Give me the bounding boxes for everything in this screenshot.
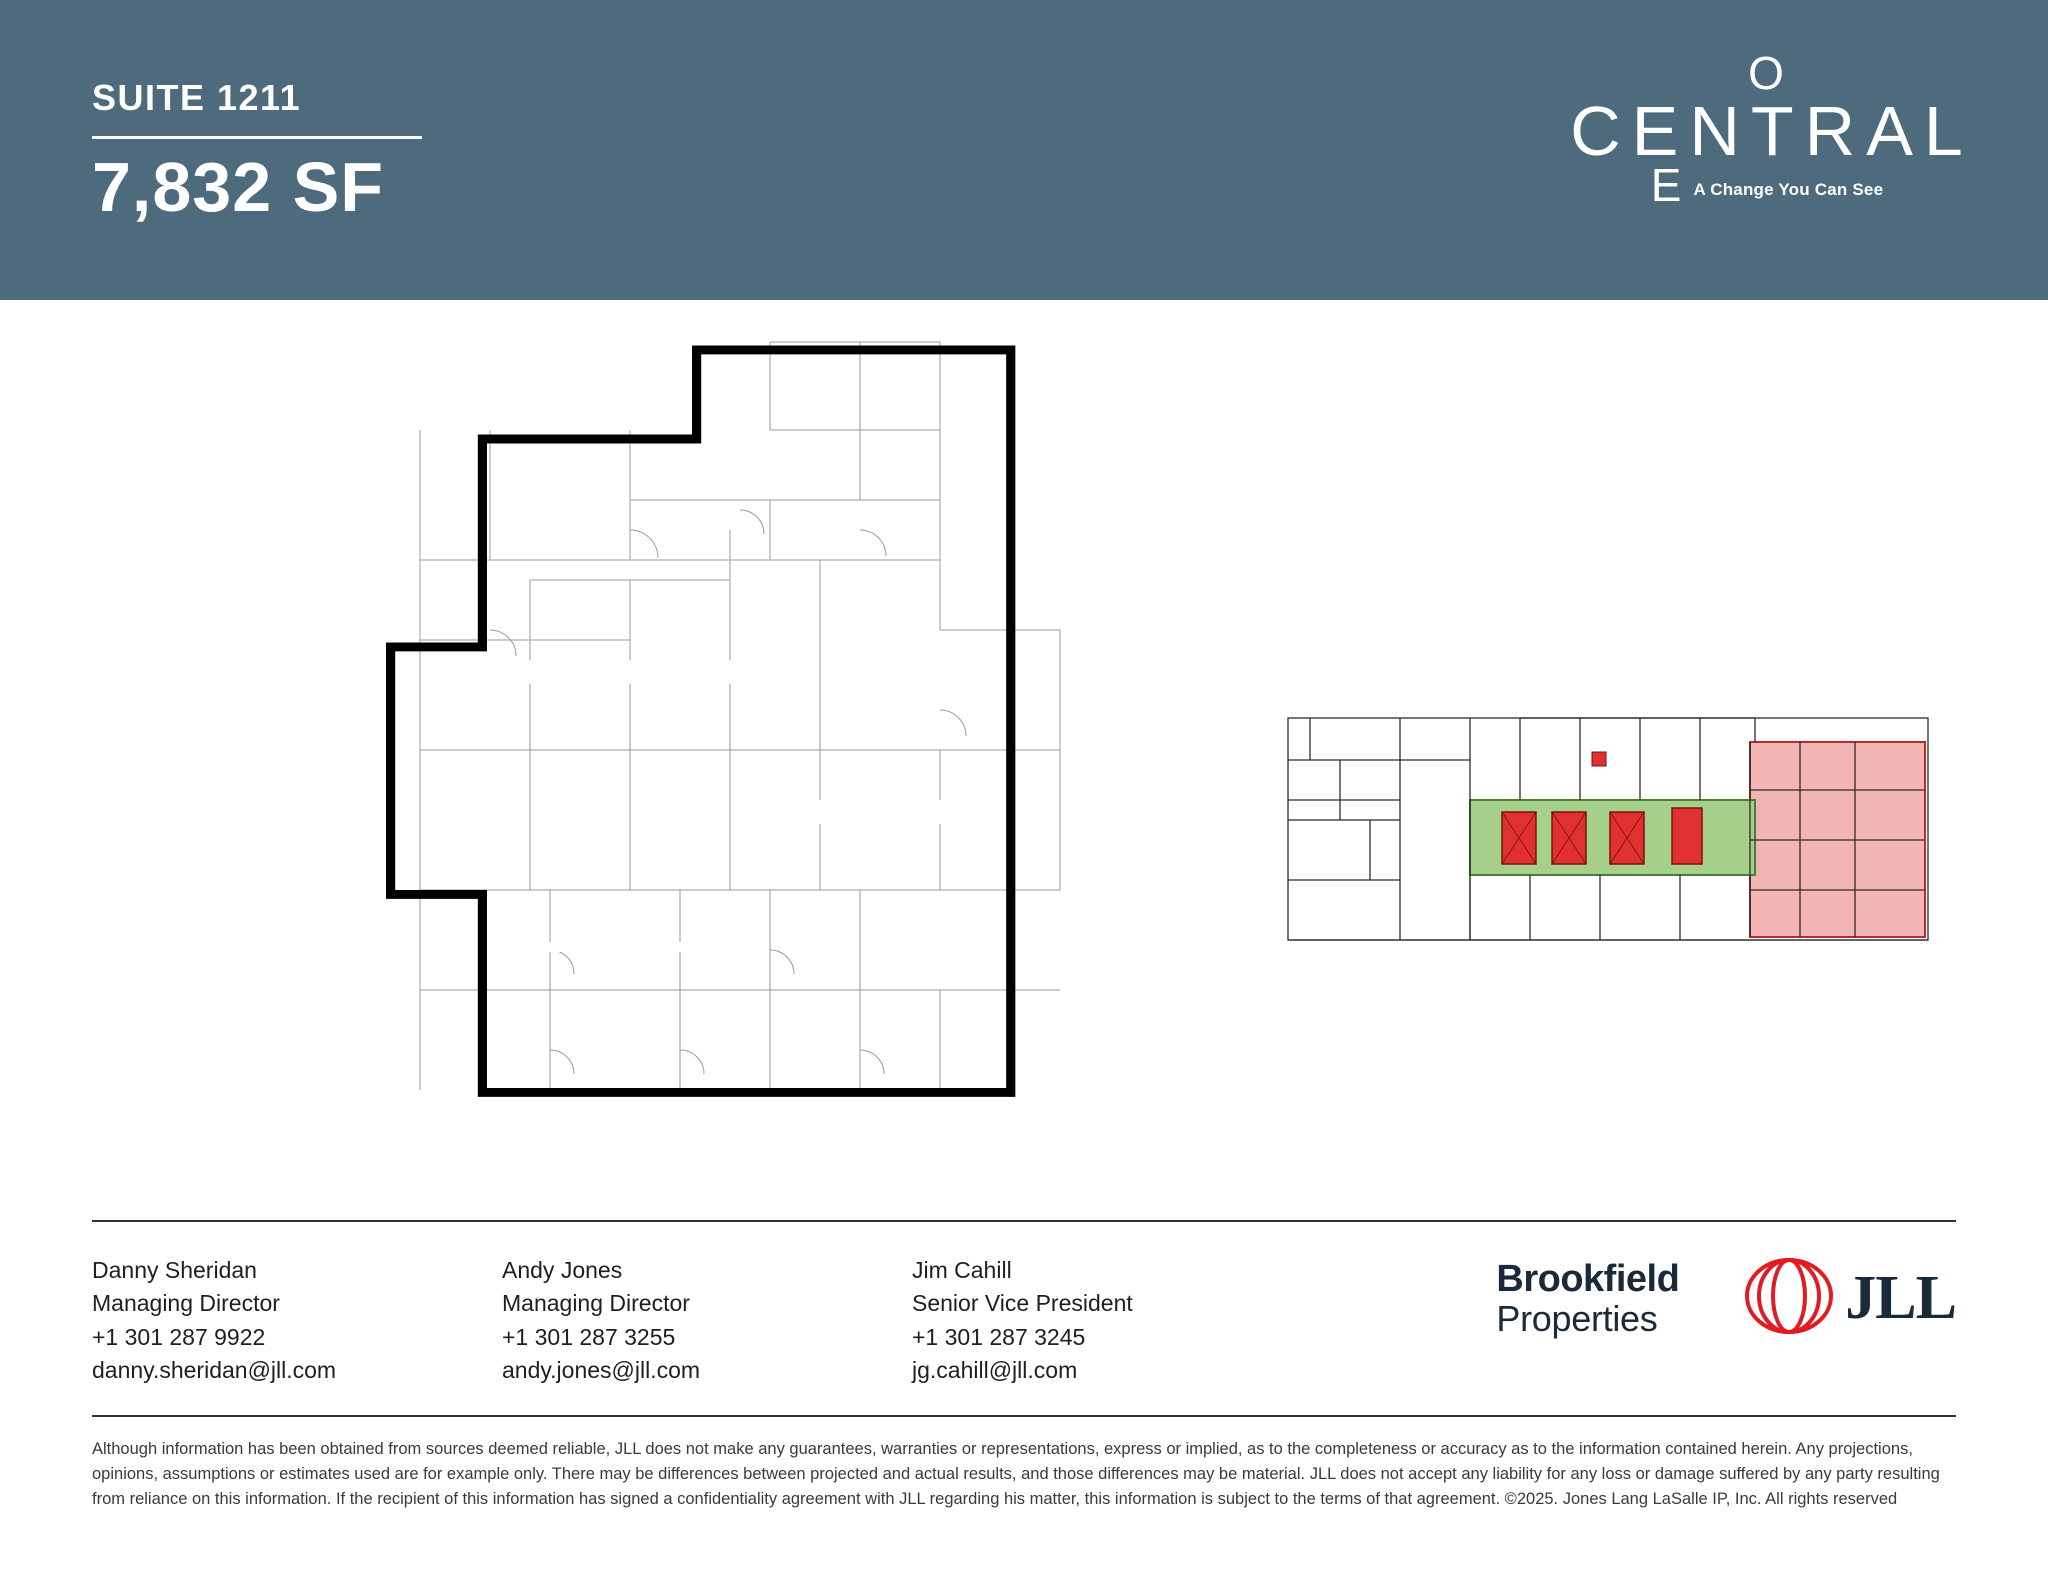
contact-title: Managing Director xyxy=(502,1290,690,1317)
logo-letter-o: O xyxy=(1748,47,1786,99)
title-divider xyxy=(92,136,422,139)
contact-phone[interactable]: +1 301 287 9922 xyxy=(92,1323,266,1350)
contacts-row xyxy=(0,1222,2048,1387)
contact-card xyxy=(912,1254,1322,1387)
jll-wordmark: JLL xyxy=(1845,1264,1956,1332)
jll-logo xyxy=(1739,1252,1956,1345)
contact-name: Jim Cahill xyxy=(912,1257,1012,1283)
contact-name: Andy Jones xyxy=(502,1257,623,1283)
brookfield-line1: Brookfield xyxy=(1496,1257,1680,1300)
suite-square-footage: 7,832 SF xyxy=(92,147,385,226)
page-header xyxy=(0,0,2048,300)
building-key-plan xyxy=(1280,700,1940,1000)
brookfield-line2: Properties xyxy=(1496,1297,1658,1339)
contact-title: Managing Director xyxy=(92,1290,280,1317)
contact-email[interactable]: andy.jones@jll.com xyxy=(502,1357,701,1384)
logo-letter-e: E xyxy=(1650,158,1684,211)
brookfield-properties-logo xyxy=(1496,1259,1679,1339)
one-central-logo xyxy=(1552,47,1982,211)
contact-name: Danny Sheridan xyxy=(92,1257,257,1283)
suite-floorplan xyxy=(300,330,1120,1150)
brand-logos xyxy=(1496,1252,1956,1345)
contact-card xyxy=(92,1254,502,1387)
jll-mark-icon xyxy=(1739,1252,1839,1345)
contact-email[interactable]: danny.sheridan@jll.com xyxy=(92,1357,337,1384)
page-footer xyxy=(0,1220,2048,1583)
header-title-block xyxy=(0,0,422,224)
contact-title: Senior Vice President xyxy=(912,1290,1133,1317)
disclaimer-text: Although information has been obtained from sources deemed reliable, JLL does not make any guarantees, warranties or representations, express or implied, as to the completeness or accuracy as to the information contained herein. Any projections, opinions, assumptions or estimates used are for example only. There may be differences between projected and actual results, and those differences may be material. JLL does not accept any liability for any loss or damage suffered by any party resulting from reliance on this information. If the recipient of this information has signed a confidentiality agreement with JLL regarding his matter, this information is subject to the terms of that agreement. ©2025. Jones Lang LaSalle IP, Inc. All rights reserved xyxy=(92,1440,1940,1508)
logo-tagline: A Change You Can See xyxy=(1693,179,1884,199)
logo-wordmark: CENTRAL xyxy=(1570,91,1974,170)
plan-content-area xyxy=(0,300,2048,1220)
suite-label: SUITE 1211 xyxy=(92,77,302,118)
contact-phone[interactable]: +1 301 287 3255 xyxy=(502,1323,676,1350)
contact-phone[interactable]: +1 301 287 3245 xyxy=(912,1323,1086,1350)
contact-card xyxy=(502,1254,912,1387)
contact-email[interactable]: jg.cahill@jll.com xyxy=(912,1357,1078,1384)
